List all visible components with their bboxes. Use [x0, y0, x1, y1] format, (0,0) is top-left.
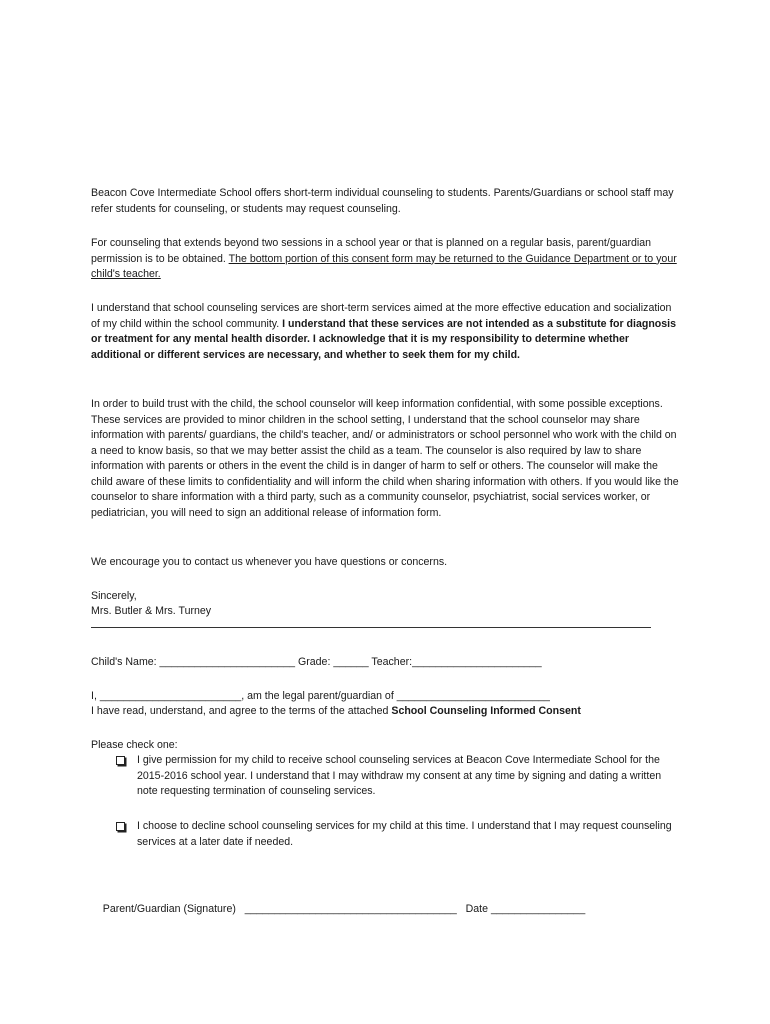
decline-option-text: I choose to decline school counseling services for my child at this time. I understand that I may request counseling services at a later date if needed. — [137, 820, 672, 848]
permission-text: For counseling that extends beyond two sessions in a school year or that is planned on a regular basis, parent/guardian permission is to be obtained. — [91, 237, 652, 265]
child-info-line — [91, 655, 681, 671]
agreement-text: I have read, understand, and agree to the terms of the attached — [91, 705, 389, 717]
agreement-line — [91, 704, 681, 720]
signers-text: Mrs. Butler & Mrs. Turney — [91, 605, 212, 617]
decline-checkbox-icon[interactable] — [116, 822, 125, 831]
cut-line-divider — [91, 627, 651, 628]
signers-names — [91, 604, 681, 620]
understanding-text: I understand that school counseling services are short-term services aimed at the more effective education and socialization of my child within the school community. — [91, 302, 672, 330]
intro-text: Beacon Cove Intermediate School offers short-term individual counseling to students. Parents/Guardians or school staff may refer students for counseling, or students may request counseling. — [91, 187, 674, 215]
check-prompt — [91, 738, 681, 754]
contact-paragraph — [91, 555, 681, 571]
signature-line — [91, 886, 681, 933]
permission-option-text: I give permission for my child to receive school counseling services at Beacon Cove Intermediate School for the 2015-2016 school year. I understand that I may withdraw my consent at any time by signing and dating a written note requesting termination of counseling services. — [137, 754, 662, 797]
intro-paragraph — [91, 186, 681, 217]
confidentiality-text: In order to build trust with the child, the school counselor will keep information confidential, with some possible exceptions. These services are provided to minor children in the school setting, I understand that the school counselor may share information with parents/ guardians, the child's teacher, and/ or administrators or school personnel who work with the child on a need to know basis, so that we may better assist the child as a team. The counselor is also required by law to share information with parents or others in the event the child is in danger of harm to self or others. The counselor will make the child aware of these limits to confidentiality and will inform the child when sharing information with others. If you would like the counselor to share information with a third party, such as a community counselor, psychiatrist, social services worker, or pediatrician, you will need to sign an additional release of information form. — [91, 398, 679, 519]
guardian-line — [91, 689, 681, 705]
child-info-text: Child's Name: _______________________ Grade: ______ Teacher:______________________ — [91, 656, 542, 668]
closing-text: Sincerely, — [91, 590, 137, 602]
guardian-text: I, ________________________, am the legal parent/guardian of __________________________ — [91, 690, 550, 702]
return-instruction-text: The bottom portion of this consent form may be returned to the Guidance Department or to your child's teacher. — [91, 252, 677, 280]
signature-text: Parent/Guardian (Signature) ____________________________________ Date ________________ — [102, 902, 586, 915]
agreement-title: School Counseling Informed Consent — [391, 705, 581, 717]
permission-paragraph — [91, 236, 681, 283]
permission-checkbox-icon[interactable] — [116, 756, 125, 765]
check-prompt-text: Please check one: — [91, 739, 178, 751]
closing-salutation — [91, 589, 681, 605]
understanding-paragraph — [91, 301, 681, 363]
option-permission — [116, 753, 676, 801]
acknowledgement-bold-text: I understand that these services are not intended as a substitute for diagnosis or treatment for any mental health disorder. I acknowledge that it is my responsibility to determine whether additional or different services are necessary, and whether to seek them for my child. — [91, 317, 676, 361]
contact-text: We encourage you to contact us whenever you have questions or concerns. — [91, 556, 448, 568]
option-decline — [116, 819, 676, 851]
confidentiality-paragraph — [91, 397, 681, 521]
